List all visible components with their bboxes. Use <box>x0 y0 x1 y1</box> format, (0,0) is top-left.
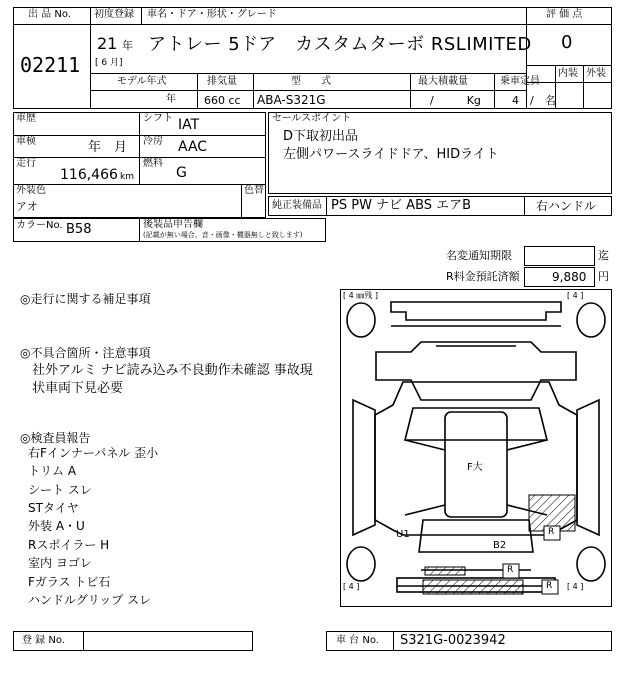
aftermarket-label: 後装品申告欄 <box>143 219 203 230</box>
right-side <box>577 400 599 535</box>
inspector-line: 外装 A・U <box>28 519 85 533</box>
displacement-label: 排気量 <box>207 76 237 87</box>
tire-depth-label: [ 4 ] <box>567 291 584 300</box>
air-conditioner-value: AAC <box>178 139 208 155</box>
fuel-value: G <box>176 165 187 181</box>
exterior-color-value: アオ <box>16 200 38 213</box>
inspector-line: 室内 ヨゴレ <box>28 556 92 570</box>
interior-score-label: 内装 <box>558 68 578 79</box>
score-box <box>526 7 612 109</box>
damage-mark: R <box>546 581 553 591</box>
fuel-label: 燃料 <box>143 158 163 169</box>
inspector-line: シート スレ <box>28 483 92 497</box>
tire-depth-label: [ 4 ] <box>343 582 360 591</box>
defects-line-2: 状車両下見必要 <box>32 381 124 396</box>
model-code-label: 型 式 <box>291 76 331 87</box>
capacity-value: 4 / 名 <box>512 94 556 107</box>
inspection-value: 年 月 <box>88 140 128 155</box>
inspector-report-heading: ◎検査員報告 <box>20 431 91 445</box>
rear-gate <box>419 520 533 552</box>
damage-area-bumper <box>423 580 523 594</box>
inspector-line: ハンドルグリップ スレ <box>28 593 152 607</box>
damage-mark: U1 <box>396 529 410 540</box>
lot-number-label: 出 品 No. <box>28 9 71 20</box>
name-change-deadline-field <box>524 246 595 266</box>
tire-rear-right <box>577 547 605 581</box>
tire-depth-label: [ 4 ㎜残 ] <box>343 291 378 300</box>
first-registration-label: 初度登録 <box>94 9 134 20</box>
mileage-unit: km <box>120 172 134 182</box>
vehicle-name: アトレー 5ドア カスタムターボ RSLIMITED <box>148 34 532 55</box>
mileage-value: 116,466 <box>60 167 118 183</box>
recycle-fee-label: R料金預託済額 <box>446 270 520 283</box>
inspector-line: Rスポイラー H <box>28 538 110 552</box>
exterior-score-label: 外装 <box>586 68 606 79</box>
capacity-label: 乗車定員 <box>500 76 540 87</box>
shift-value: IAT <box>178 117 200 133</box>
max-load-value: / Kg <box>430 94 481 107</box>
recycle-fee-unit: 円 <box>598 270 609 283</box>
vehicle-diagram-drawing <box>341 290 611 606</box>
score-label: 評 価 点 <box>546 9 583 20</box>
model-year-label: モデル年式 <box>117 76 167 87</box>
air-conditioner-label: 冷房 <box>143 136 163 147</box>
front-profile <box>376 342 576 400</box>
chassis-number-label: 車 台 No. <box>336 635 379 646</box>
sales-point-label: セールスポイント <box>272 113 352 124</box>
defects-line-1: 社外アルミ ナビ読み込み不良動作未確認 事故現 <box>32 363 313 378</box>
registration-year-unit: 年 <box>122 39 133 52</box>
vehicle-name-label: 車名・ドア・形状・グレード <box>147 9 277 20</box>
inspector-line: Fガラス トビ石 <box>28 575 111 589</box>
sales-point-line-1: D下取初出品 <box>283 129 359 144</box>
aftermarket-note: (記載が無い場合、音・画像・機器無しと致します) <box>143 231 303 239</box>
color-number-value: B58 <box>66 222 92 237</box>
inspector-line: STタイヤ <box>28 501 79 515</box>
equipment-value: PS PW ナビ ABS エアB <box>331 198 472 213</box>
inspection-label: 車検 <box>16 136 36 147</box>
defects-heading: ◎不具合箇所・注意事項 <box>20 346 151 360</box>
inspector-line: 右Fインナーパネル 歪小 <box>28 446 159 460</box>
tire-depth-label: [ 4 ] <box>567 582 584 591</box>
damage-mark: F大 <box>467 462 483 473</box>
registration-number-label: 登 録 No. <box>22 635 65 646</box>
score-value: 0 <box>561 32 573 53</box>
tire-rear-left <box>347 547 375 581</box>
damage-mark: R <box>548 527 555 537</box>
registration-month: [ 6 月] <box>95 58 123 68</box>
left-side <box>353 400 375 535</box>
name-change-deadline-label: 名変通知期限 <box>446 249 512 262</box>
color-number-label: カラーNo. <box>16 220 63 231</box>
exterior-color-label: 外装色 <box>16 185 46 196</box>
color-change-label: 色替 <box>244 185 264 196</box>
displacement-value: 660 cc <box>204 94 241 107</box>
damage-mark: B2 <box>493 540 507 551</box>
damage-mark: R <box>507 565 514 575</box>
registration-year: 21 <box>97 34 118 53</box>
mileage-label: 走行 <box>16 158 36 169</box>
front-bumper <box>391 302 561 320</box>
steering-value: 右ハンドル <box>536 199 597 213</box>
damage-area-gate <box>425 567 465 575</box>
tire-front-right <box>577 303 605 337</box>
shift-label: シフト <box>143 113 173 124</box>
history-label: 車歴 <box>16 113 36 124</box>
sales-point-line-2: 左側パワースライドドア、HIDライト <box>283 147 499 162</box>
equipment-label: 純正装備品 <box>272 200 322 211</box>
model-code: ABA-S321G <box>257 93 326 107</box>
inspector-line: トリム A <box>28 464 77 478</box>
chassis-number-value: S321G-0023942 <box>400 633 506 648</box>
vehicle-diagram <box>340 289 612 607</box>
model-year-unit: 年 <box>166 94 176 105</box>
lot-number: 02211 <box>20 53 81 77</box>
tire-front-left <box>347 303 375 337</box>
driving-notes-heading: ◎走行に関する補足事項 <box>20 292 151 306</box>
recycle-fee-value: 9,880 <box>552 270 587 284</box>
name-change-deadline-unit: 迄 <box>598 249 609 262</box>
max-load-label: 最大積載量 <box>418 76 468 87</box>
